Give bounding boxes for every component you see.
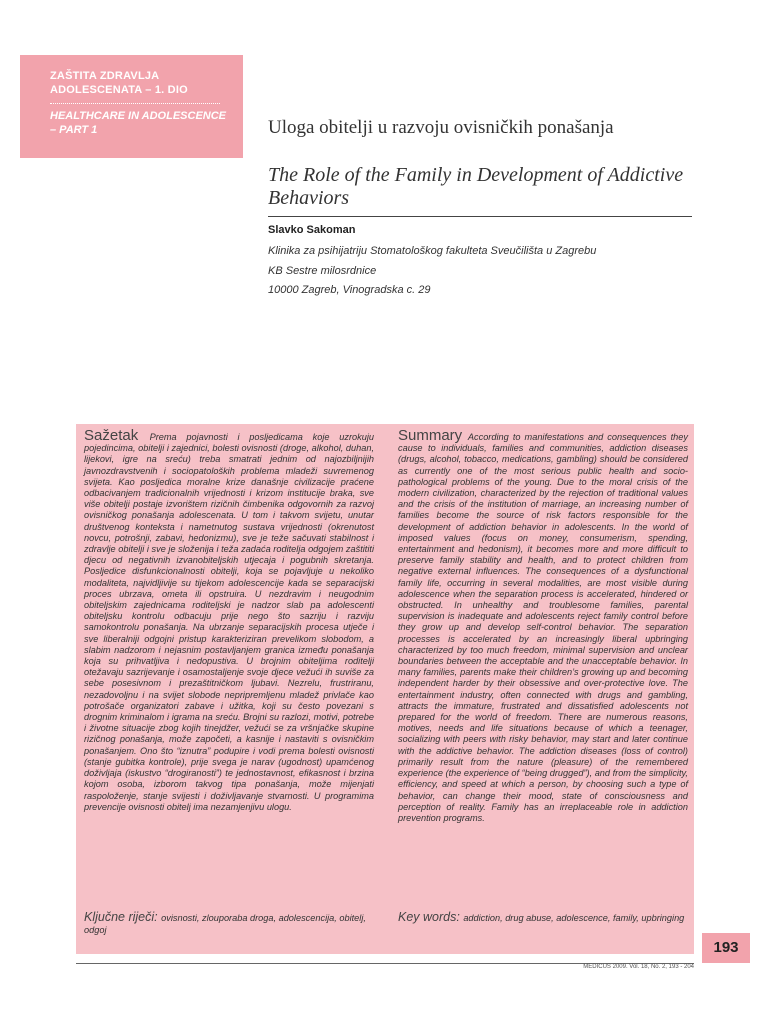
keywords-en (398, 912, 688, 925)
article-title-hr: Uloga obitelji u razvoju ovisničkih ponašanja (268, 117, 614, 138)
keywords-label-hr: Ključne riječi: (84, 910, 162, 924)
abstract-heading-en: Summary (398, 427, 468, 444)
keywords-hr (84, 912, 374, 936)
abstract-en (398, 427, 688, 824)
abstract-text-hr: Prema pojavnosti i posljedicama koje uzrokuju pojedincima, obitelji i zajednici, bolesti ovisnosti (droge, alkohol, duhan, lijekovi, igre na sreću) treba smatrati jednim od najozbiljnijih javnozdravstvenih i sociopatoloških problema mladeži suvremenog svijeta. Kao posljedica moralne krize današnje civilizacije praćene odbacivanjem tradicionalnih vrijednosti i krizom instituciје braka, sve više obitelji postaje izvorištem rizičnih čimbenika odgovornih za razvoj ovisničkog ponašanja adolescenata. U tom i takvom svijetu, unutar društvenog konteksta i nametnutog sustava vrijednosti (okrenutost novcu, potrošnji, zabavi, hedonizmu), sve je teže sačuvati stabilnost i zdravlje obitelji i sve je složenija i teža zadaća roditelja odgojem zaštititi djecu od negativnih izvanobiteljskih utjecaja i pogubnih skretanja. Posljedice disfunkcionalnosti obitelji, koja se pojavljuje u nekoliko modaliteta, najvidljivije su tijekom adolescencije kada se separacijski proces ubrzava, ometa ili opstruira. U nezdravim i neugodnim obiteljskim zajednicama roditeljski je nadzor slab pa adolescenti obiteljsku kontrolu odbacuju prije nego što sazriju i razviju samokontrolu ponašanja. Na ubrzanje separacijskih procesa utječe i sve liberalniji odgojni pristup karakteriziran prevelikom slobodom, a slabim nadzorom i nejasnim postavljanjem granica između ponašanja koja su prihvatljiva i nedopustiva. U brojnim obiteljima roditelji otežavaju sazrijevanje i osamostaljenje svoje djece vežući ih suviše za sebe posesivnom i prezaštitničkom ljubavi. Nezrelu, frustriranu, nezadovoljnu i na svijet slobode nepripremljenu mladež privlače kao potrošače organizatori zabave i užitka, koji su često povezani s drognim kriminalom i igrama na sreću. Brojni su razlozi, motivi, potrebe i životne situacije zbog kojih tinejdžer, vežući se za vršnjačke skupine rizičnog ponašanja, može započeti, a kasnije i nastaviti s ovisničkim ponašanjem. Ono što “iznutra” podupire i vodi prema bolesti ovisnosti (stanje gubitka kontrole), prije svega je narav (ugodnost) upamćenog doživljaja (iskustvo “drogiranosti”) te jednostavnost, efikasnost i brzina kojom osoba, izborom takvog tipa ponašanja, može mijenjati raspoloženje, stanje svijesti i doživljavanje stvarnosti. U programima prevencije ovisnosti obitelj ima nezamjenjivu ulogu. (84, 432, 374, 812)
page-number: 193 (702, 933, 750, 963)
section-title-hr: ZAŠTITA ZDRAVLJA ADOLESCENATA – 1. DIO (50, 70, 188, 96)
abstract-hr (84, 427, 374, 813)
abstract-heading-hr: Sažetak (84, 427, 150, 444)
title-divider (268, 216, 692, 217)
keywords-label-en: Key words: (398, 910, 464, 924)
journal-reference: MEDICUS 2009. Vol. 18, No. 2, 193 - 204 (583, 964, 694, 970)
section-title-en: HEALTHCARE IN ADOLESCENCE – PART 1 (50, 110, 227, 136)
affiliation-line: KB Sestre milosrdnice (268, 264, 377, 277)
affiliation-line: 10000 Zagreb, Vinogradska c. 29 (268, 284, 431, 296)
section-tag (20, 55, 243, 158)
author-affiliation (268, 242, 688, 301)
author-name: Slavko Sakoman (268, 224, 356, 236)
abstract-text-en: According to manifestations and consequences they cause to individuals, families and communities, addiction diseases (drugs, alcohol, tobacco, medications, gambling) should be considered as currently one of the most serious public health and socio-pathological problems of the young. Due to the moral crisis of the modern civilization, characterized by the rejection of traditional values and the crisis of the institution of marriage, an increasing number of families become the source of risk factors responsible for the development of addiction behavior in adolescents. In the world of imposed values (focus on money, consumerism, spending, entertainment and hedonism), it becomes more and more difficult to preserve family stability and health, and to protect children from negative external influences. The consequences of a dysfunctional family life, occurring in several modalities, are most visible during adolescence when the separation process is accelerated, hindered or obstructed. In unhealthy and troublesome families, parental supervision is inadequate and adolescents reject family control before they grow up and develop self-control behavior. The separation processes is accelerated by an increasingly liberal upbringing characterized by too much freedom, minimal supervision and unclear boundaries between the acceptable and the unacceptable behavior. In many families, parents make their children’s growing up and becoming independent harder by their obsessive and over-protective love. The entertainment industry, often connected with drugs and gambling, attracts the immature, frustrated and dissatisfied adolescents not prepared for the world of freedom. There are numerous reasons, motives, needs and life situations because of which a teenager, socializing with peers with risky behavior, may start and later continue with the addictive behavior. The addiction diseases (loss of control) primarily result from the nature (pleasure) of the remembered experience (the experience of “being drugged”), and from the simplicity, efficiency, and speed at which a person, by choosing such a type of behavior, can change their mood, state of consciousness and perception of reality. Family has an irreplaceable role in addiction prevention programs. (398, 432, 688, 823)
article-title-en: The Role of the Family in Development of Addictive Behaviors (268, 164, 684, 209)
section-divider (50, 103, 220, 104)
keywords-text-en: addiction, drug abuse, adolescence, family, upbringing (463, 913, 685, 923)
abstract-box (76, 424, 694, 954)
affiliation-line: Klinika za psihijatriju Stomatološkog fakulteta Sveučilišta u Zagrebu (268, 245, 597, 257)
keywords-text-hr: ovisnosti, zlouporaba droga, adolescencija, obitelj, odgoj (84, 913, 366, 935)
